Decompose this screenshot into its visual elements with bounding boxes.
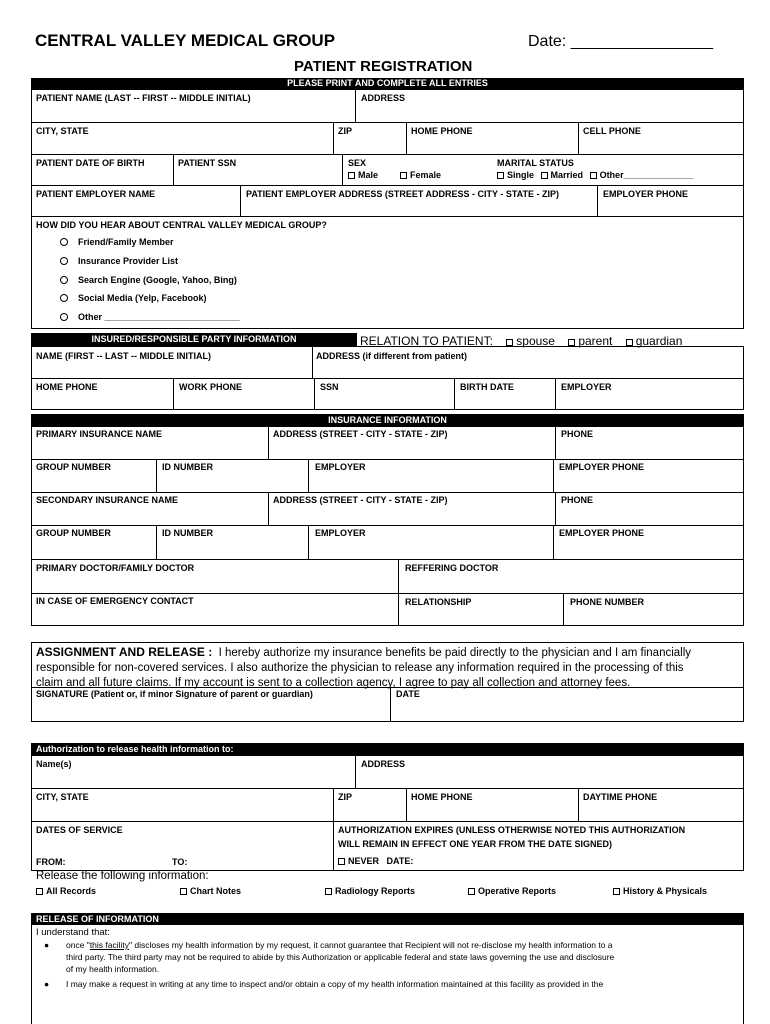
- primary-insurance-phone-label: PHONE: [561, 429, 594, 439]
- emergency-contact-label: IN CASE OF EMERGENCY CONTACT: [36, 596, 194, 606]
- checkbox-icon[interactable]: [568, 339, 575, 346]
- release-bullet-2: I may make a request in writing at any time to inspect and/or obtain a copy of my health information maintained at this facility as provided in the: [66, 979, 604, 989]
- secondary-group-number-label: GROUP NUMBER: [36, 528, 111, 538]
- authorization-section: [31, 755, 744, 871]
- expiration-label-2: WILL REMAIN IN EFFECT ONE YEAR FROM THE DATE SIGNED): [338, 839, 613, 849]
- bullet-icon: ●: [44, 940, 50, 950]
- instruction-bar: PLEASE PRINT AND COMPLETE ALL ENTRIES: [31, 78, 744, 89]
- emergency-phone-label: PHONE NUMBER: [570, 597, 645, 607]
- expiration-label-1: AUTHORIZATION EXPIRES (UNLESS OTHERWISE NOTED THIS AUTHORIZATION: [338, 825, 686, 835]
- patient-zip-label: ZIP: [338, 126, 353, 136]
- checkbox-icon[interactable]: [497, 172, 504, 179]
- auth-zip-label: ZIP: [338, 792, 353, 802]
- record-option-chart[interactable]: Chart Notes: [180, 886, 241, 896]
- checkbox-icon[interactable]: [626, 339, 633, 346]
- patient-ssn-label: PATIENT SSN: [178, 158, 237, 168]
- insured-employer-label: EMPLOYER: [561, 382, 612, 392]
- checkbox-icon[interactable]: [506, 339, 513, 346]
- release-header-bar: RELEASE OF INFORMATION: [31, 913, 744, 925]
- patient-dob-label: PATIENT DATE OF BIRTH: [36, 158, 145, 168]
- checkbox-icon[interactable]: [400, 172, 407, 179]
- radio-icon[interactable]: [60, 294, 68, 302]
- auth-daytime-phone-label: DAYTIME PHONE: [583, 792, 658, 802]
- record-option-all[interactable]: All Records: [36, 886, 96, 896]
- signature-label: SIGNATURE (Patient or, if minor Signature of parent or guardian): [36, 689, 313, 699]
- insured-ssn-label: SSN: [320, 382, 339, 392]
- secondary-employer-label: EMPLOYER: [315, 528, 366, 538]
- understand-label: I understand that:: [36, 927, 110, 938]
- insured-name-label: NAME (FIRST -- LAST -- MIDDLE INITIAL): [36, 351, 211, 361]
- assignment-text: ASSIGNMENT AND RELEASE : I hereby authorize my insurance benefits be paid directly to the physician and I am financially responsible for non-covered services. I also authorize the physician to release any information required in the processing of this claim and all future claims. If my account is sent to a collection agency, I agree to pay all collection and attorney fees.: [36, 645, 692, 689]
- radio-icon[interactable]: [60, 238, 68, 246]
- checkbox-icon[interactable]: [541, 172, 548, 179]
- insured-work-phone-label: WORK PHONE: [179, 382, 242, 392]
- patient-employer-address-label: PATIENT EMPLOYER ADDRESS (STREET ADDRESS - CITY - STATE - ZIP): [246, 189, 560, 199]
- release-following-label: Release the following information:: [36, 870, 209, 882]
- record-option-history[interactable]: History & Physicals: [613, 886, 707, 896]
- auth-address-label: ADDRESS: [361, 759, 406, 769]
- relationship-label: RELATIONSHIP: [405, 597, 472, 607]
- patient-name-input[interactable]: [36, 106, 354, 122]
- patient-address-label: ADDRESS: [361, 93, 406, 103]
- checkbox-icon[interactable]: [590, 172, 597, 179]
- auth-city-label: CITY, STATE: [36, 792, 89, 802]
- checkbox-icon[interactable]: [180, 888, 187, 895]
- radio-icon[interactable]: [60, 313, 68, 321]
- referral-option[interactable]: Insurance Provider List: [60, 256, 178, 266]
- authorization-header-bar: Authorization to release health information to:: [31, 743, 744, 755]
- patient-cell-phone-label: CELL PHONE: [583, 126, 641, 136]
- to-label: TO:: [172, 857, 188, 867]
- primary-group-number-label: GROUP NUMBER: [36, 462, 111, 472]
- date-label: Date: ________________: [528, 33, 714, 50]
- patient-employer-label: PATIENT EMPLOYER NAME: [36, 189, 156, 199]
- auth-names-label: Name(s): [36, 759, 72, 769]
- primary-employer-phone-label: EMPLOYER PHONE: [559, 462, 645, 472]
- insurance-header-bar: INSURANCE INFORMATION: [31, 414, 744, 426]
- primary-insurance-label: PRIMARY INSURANCE NAME: [36, 429, 163, 439]
- from-label: FROM:: [36, 857, 66, 867]
- insured-home-phone-label: HOME PHONE: [36, 382, 98, 392]
- organization-name: CENTRAL VALLEY MEDICAL GROUP: [35, 31, 336, 50]
- dates-of-service-label: DATES OF SERVICE: [36, 825, 123, 835]
- insured-address-label: ADDRESS (if different from patient): [316, 351, 468, 361]
- checkbox-icon[interactable]: [325, 888, 332, 895]
- referral-option[interactable]: Other ___________________________: [60, 312, 240, 322]
- primary-id-number-label: ID NUMBER: [162, 462, 213, 472]
- radio-icon[interactable]: [60, 257, 68, 265]
- bullet-icon: ●: [44, 979, 50, 989]
- record-option-operative[interactable]: Operative Reports: [468, 886, 556, 896]
- referral-question: HOW DID YOU HEAR ABOUT CENTRAL VALLEY MEDICAL GROUP?: [36, 220, 327, 230]
- referral-option[interactable]: Search Engine (Google, Yahoo, Bing): [60, 275, 237, 285]
- patient-name-label: PATIENT NAME (LAST -- FIRST -- MIDDLE INITIAL): [36, 93, 251, 103]
- patient-employer-phone-label: EMPLOYER PHONE: [603, 189, 689, 199]
- checkbox-icon[interactable]: [468, 888, 475, 895]
- referral-option[interactable]: Social Media (Yelp, Facebook): [60, 293, 207, 303]
- signature-date-label: DATE: [396, 689, 420, 699]
- primary-insurance-address-label: ADDRESS (STREET - CITY - STATE - ZIP): [273, 429, 448, 439]
- checkbox-icon[interactable]: [338, 858, 345, 865]
- never-option[interactable]: NEVER DATE:: [338, 856, 413, 866]
- relation-to-patient[interactable]: RELATION TO PATIENT: spouse parent guardian: [360, 334, 683, 348]
- secondary-employer-phone-label: EMPLOYER PHONE: [559, 528, 645, 538]
- referral-option[interactable]: Friend/Family Member: [60, 237, 174, 247]
- checkbox-icon[interactable]: [613, 888, 620, 895]
- sex-male-option[interactable]: Male: [348, 170, 378, 180]
- checkbox-icon[interactable]: [36, 888, 43, 895]
- secondary-insurance-phone-label: PHONE: [561, 495, 594, 505]
- secondary-insurance-address-label: ADDRESS (STREET - CITY - STATE - ZIP): [273, 495, 448, 505]
- auth-home-phone-label: HOME PHONE: [411, 792, 473, 802]
- primary-doctor-label: PRIMARY DOCTOR/FAMILY DOCTOR: [36, 563, 195, 573]
- secondary-insurance-label: SECONDARY INSURANCE NAME: [36, 495, 179, 505]
- patient-home-phone-label: HOME PHONE: [411, 126, 473, 136]
- insured-birth-date-label: BIRTH DATE: [460, 382, 514, 392]
- primary-employer-label: EMPLOYER: [315, 462, 366, 472]
- patient-city-label: CITY, STATE: [36, 126, 89, 136]
- insured-header-bar: INSURED/RESPONSIBLE PARTY INFORMATION: [31, 333, 357, 346]
- form-title: PATIENT REGISTRATION: [294, 58, 473, 75]
- radio-icon[interactable]: [60, 276, 68, 284]
- referring-doctor-label: REFFERING DOCTOR: [405, 563, 499, 573]
- marital-options[interactable]: Single Married Other______________: [497, 170, 694, 180]
- record-option-radiology[interactable]: Radiology Reports: [325, 886, 415, 896]
- patient-address-input[interactable]: [361, 106, 743, 122]
- sex-label: SEX: [348, 158, 367, 168]
- marital-status-label: MARITAL STATUS: [497, 158, 574, 168]
- secondary-id-number-label: ID NUMBER: [162, 528, 213, 538]
- release-bullet-1: once "this facility" discloses my health information by my request, it cannot guarantee that Recipient will not re-disclose my health information to a third party. The third party may not be required to abide by this Authorization or applicable federal and state laws governing the use and disclosure of my health information.: [66, 940, 615, 974]
- sex-female-option[interactable]: Female: [400, 170, 441, 180]
- checkbox-icon[interactable]: [348, 172, 355, 179]
